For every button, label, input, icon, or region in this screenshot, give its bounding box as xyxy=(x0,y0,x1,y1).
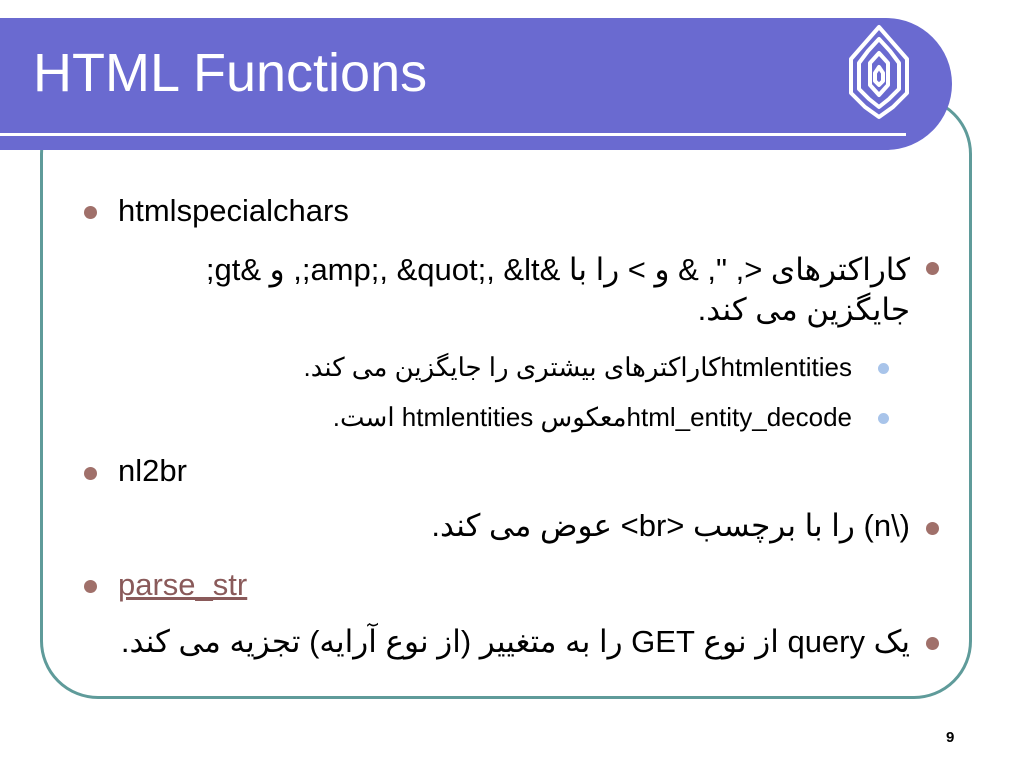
desc-nl2br: (\n) را با برچسب <br> عوض می کند. xyxy=(431,508,910,543)
title-divider xyxy=(0,133,906,136)
desc-htmlspecialchars: کاراکترهای <, ", & و > را با &amp;, &quot;, &lt;, و &gt; جایگزین می کند. xyxy=(205,252,910,327)
heading-htmlspecialchars: htmlspecialchars xyxy=(118,193,349,228)
bullet-htmlspecialchars-desc xyxy=(926,262,939,275)
sub-bullet-html-entity-decode xyxy=(878,413,889,424)
bullet-nl2br-desc xyxy=(926,522,939,535)
bullet-parse-str-desc xyxy=(926,637,939,650)
slide-title: HTML Functions xyxy=(33,43,428,103)
bullet-htmlspecialchars xyxy=(84,206,97,219)
parse-str-link[interactable]: parse_str xyxy=(118,567,248,602)
desc-parse-str: یک query از نوع GET را به متغییر (از نوع آرایه) تجزیه می کند. xyxy=(120,624,910,659)
bullet-parse-str xyxy=(84,580,97,593)
slide-number: 9 xyxy=(946,729,955,746)
university-logo-icon xyxy=(843,23,915,121)
sub-bullet-htmlentities xyxy=(878,363,889,374)
desc-html-entity-decode: html_entity_decodeمعکوس htmlentities است. xyxy=(332,402,852,432)
slide-frame xyxy=(40,96,972,699)
heading-nl2br: nl2br xyxy=(118,453,187,488)
desc-htmlentities: htmlentitiesکاراکترهای بیشتری را جایگزین می کند. xyxy=(303,352,852,382)
bullet-nl2br xyxy=(84,467,97,480)
